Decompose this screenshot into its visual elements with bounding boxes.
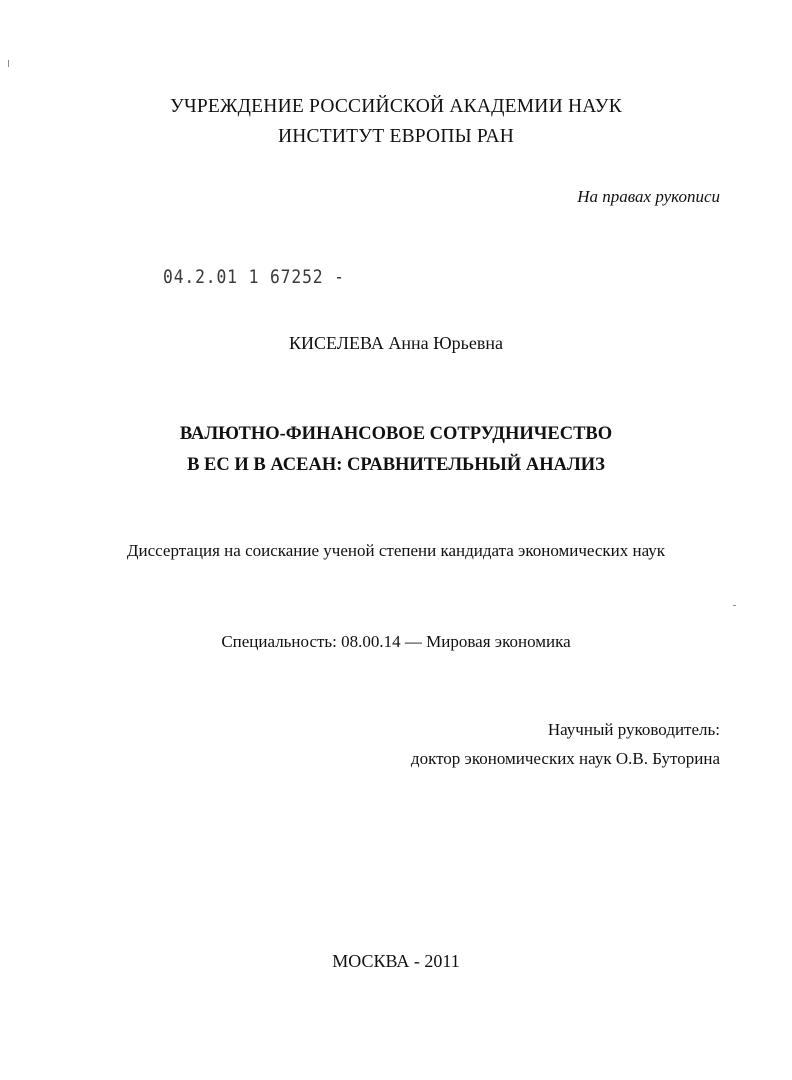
scan-artifact-dot [733, 605, 736, 606]
degree-statement: Диссертация на соискание ученой степени кандидата экономических наук [126, 541, 666, 560]
dissertation-title-line-2: В ЕС И В АСЕАН: СРАВНИТЕЛЬНЫЙ АНАЛИЗ [187, 455, 605, 475]
scan-artifact-mark [8, 60, 9, 67]
supervisor-name: доктор экономических наук О.В. Буторина [410, 749, 720, 768]
city-year: МОСКВА - 2011 [332, 951, 460, 971]
manuscript-rights-note: На правах рукописи [577, 187, 720, 206]
dissertation-title-line-1: ВАЛЮТНО-ФИНАНСОВОЕ СОТРУДНИЧЕСТВО [179, 424, 613, 444]
specialty-line: Специальность: 08.00.14 — Мировая экономика [221, 632, 571, 651]
institution-line-2: ИНСТИТУТ ЕВРОПЫ РАН [277, 126, 515, 147]
library-stamp-number: 04.2.01 1 67252 - [163, 266, 345, 288]
supervisor-label: Научный руководитель: [547, 720, 720, 739]
institution-line-1: УЧРЕЖДЕНИЕ РОССИЙСКОЙ АКАДЕМИИ НАУК [169, 96, 623, 117]
author-name: КИСЕЛЕВА Анна Юрьевна [289, 333, 503, 353]
